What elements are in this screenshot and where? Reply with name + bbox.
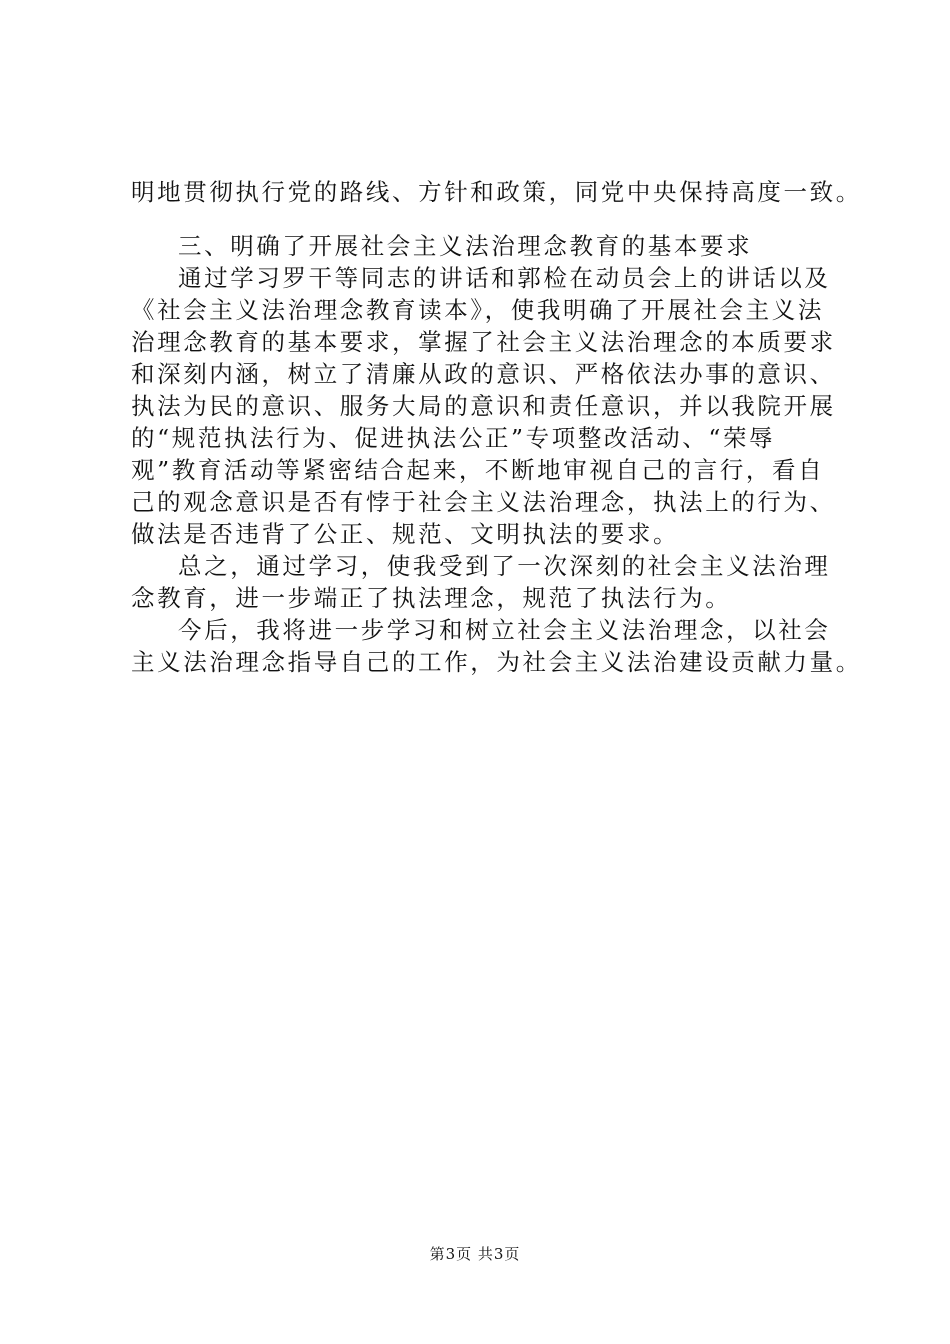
page-footer: 第3页 共3页	[429, 1245, 521, 1263]
text-line: 今后，我将进一步学习和树立社会主义法治理念，以社会	[178, 616, 831, 644]
text-line: 观”教育活动等紧密结合起来，不断地审视自己的言行，看自	[131, 456, 825, 484]
text-line: 念教育，进一步端正了执法理念，规范了执法行为。	[131, 584, 732, 612]
continuation-paragraph	[131, 176, 862, 208]
paragraph-1	[131, 262, 841, 550]
text-line: 治理念教育的基本要求，掌握了社会主义法治理念的本质要求	[131, 328, 836, 356]
section-heading: 三、明确了开展社会主义法治理念教育的基本要求	[178, 232, 753, 260]
text-line: 明地贯彻执行党的路线、方针和政策，同党中央保持高度一致。	[131, 178, 862, 206]
text-line: 通过学习罗干等同志的讲话和郭检在动员会上的讲话以及	[178, 264, 831, 292]
text-line: 主义法治理念指导自己的工作，为社会主义法治建设贡献力量。	[131, 648, 862, 676]
document-body	[131, 230, 862, 678]
text-line: 执法为民的意识、服务大局的意识和责任意识，并以我院开展	[131, 392, 836, 420]
text-line: 的“规范执法行为、促进执法公正”专项整改活动、“荣辱	[131, 424, 776, 452]
text-line: 做法是否违背了公正、规范、文明执法的要求。	[131, 520, 680, 548]
text-line: 己的观念意识是否有悖于社会主义法治理念，执法上的行为、	[131, 488, 836, 516]
paragraph-3	[131, 614, 862, 678]
text-line: 《社会主义法治理念教育读本》，使我明确了开展社会主义法	[131, 296, 824, 324]
text-line: 和深刻内涵，树立了清廉从政的意识、严格依法办事的意识、	[131, 360, 836, 388]
paragraph-2	[131, 550, 841, 614]
text-line: 总之，通过学习，使我受到了一次深刻的社会主义法治理	[178, 552, 831, 580]
